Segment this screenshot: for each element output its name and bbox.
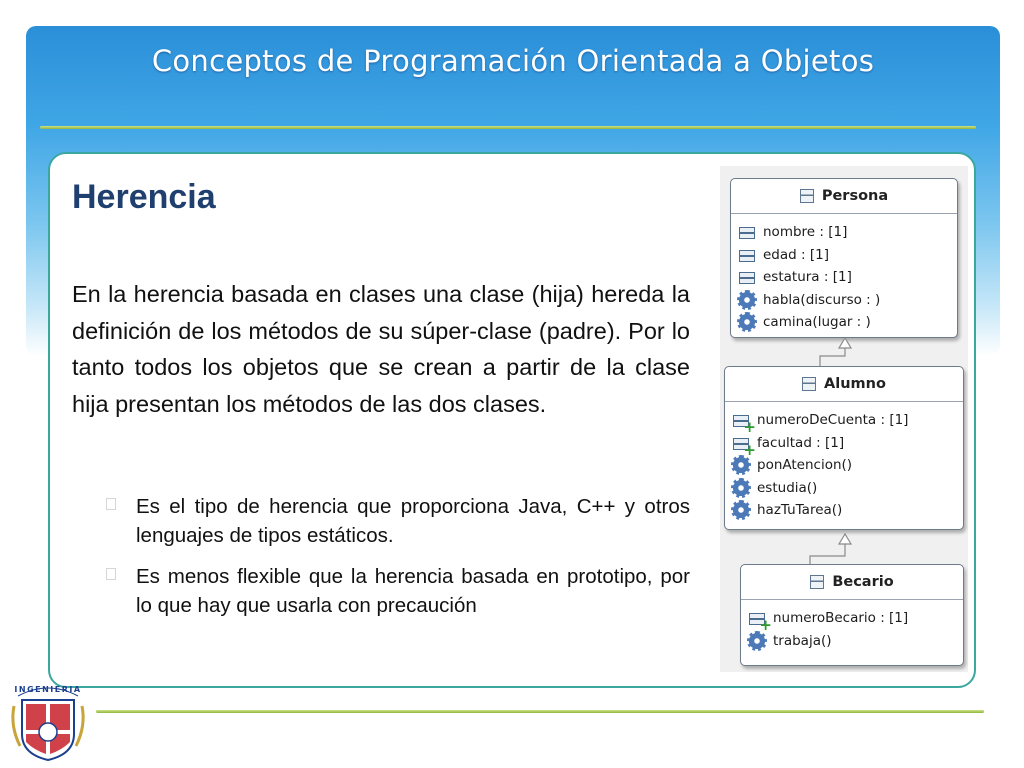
inheritance-arrow-becario-alumno [810, 534, 851, 564]
bullet-text: Es el tipo de herencia que proporciona Java, C++ y otros lenguajes de tipos estáticos. [136, 495, 690, 547]
uml-diagram [720, 166, 968, 672]
uml-class-alumno [724, 366, 964, 530]
uml-member-text: estudia() [757, 479, 818, 496]
uml-attribute [741, 607, 963, 630]
uml-operation [741, 630, 963, 653]
public-attribute-icon [749, 613, 765, 625]
bullet-item [106, 562, 690, 620]
logo-text: INGENIERIA [14, 685, 82, 694]
class-icon [802, 377, 816, 391]
uml-member-text: ponAtencion() [757, 457, 853, 474]
uml-member-text: estatura : [1] [763, 269, 852, 286]
body-paragraph: En la herencia basada en clases una clase (hija) hereda la definición de los métodos de su súper-clase (padre). Por lo tanto todos los objetos que se crean a partir de la clase hija presentan los métodos de las dos clases. [72, 281, 690, 417]
uml-class-name: Persona [821, 188, 889, 204]
uml-operation [725, 477, 963, 500]
ingenieria-logo [8, 676, 88, 764]
uml-member-text: nombre : [1] [763, 224, 848, 241]
bottom-divider [96, 710, 984, 713]
top-divider [40, 126, 976, 129]
uml-member-text: camina(lugar : ) [763, 314, 871, 331]
uml-operation [725, 454, 963, 477]
operation-gear-icon [733, 480, 749, 496]
operation-gear-icon [733, 502, 749, 518]
public-attribute-icon [733, 438, 749, 450]
uml-class-becario [740, 564, 964, 666]
operation-gear-icon [733, 457, 749, 473]
uml-class-header [741, 565, 963, 600]
uml-member-text: numeroDeCuenta : [1] [757, 412, 909, 429]
bullet-marker-icon [106, 498, 116, 510]
uml-member-text: numeroBecario : [1] [773, 610, 909, 627]
uml-member-text: edad : [1] [763, 246, 829, 263]
uml-class-header [725, 367, 963, 402]
bullet-text: Es menos flexible que la herencia basada en prototipo, por lo que hay que usarla con precaución [136, 565, 690, 617]
bullet-item [106, 492, 690, 550]
uml-operation [725, 499, 963, 522]
uml-member-text: habla(discurso : ) [763, 291, 881, 308]
slide-title: Conceptos de Programación Orientada a Objetos [151, 44, 875, 78]
class-icon [810, 575, 824, 589]
uml-member-text: facultad : [1] [757, 434, 845, 451]
bullet-marker-icon [106, 568, 116, 580]
public-attribute-icon [733, 415, 749, 427]
uml-class-name: Alumno [824, 376, 886, 392]
uml-member-text: hazTuTarea() [757, 502, 843, 519]
uml-attribute [725, 409, 963, 432]
section-heading: Herencia [72, 178, 216, 216]
uml-member-text: trabaja() [773, 632, 832, 649]
uml-class-name: Becario [832, 574, 894, 590]
uml-attribute [725, 432, 963, 455]
operation-gear-icon [749, 633, 765, 649]
inheritance-arrow-alumno-persona [820, 338, 851, 366]
